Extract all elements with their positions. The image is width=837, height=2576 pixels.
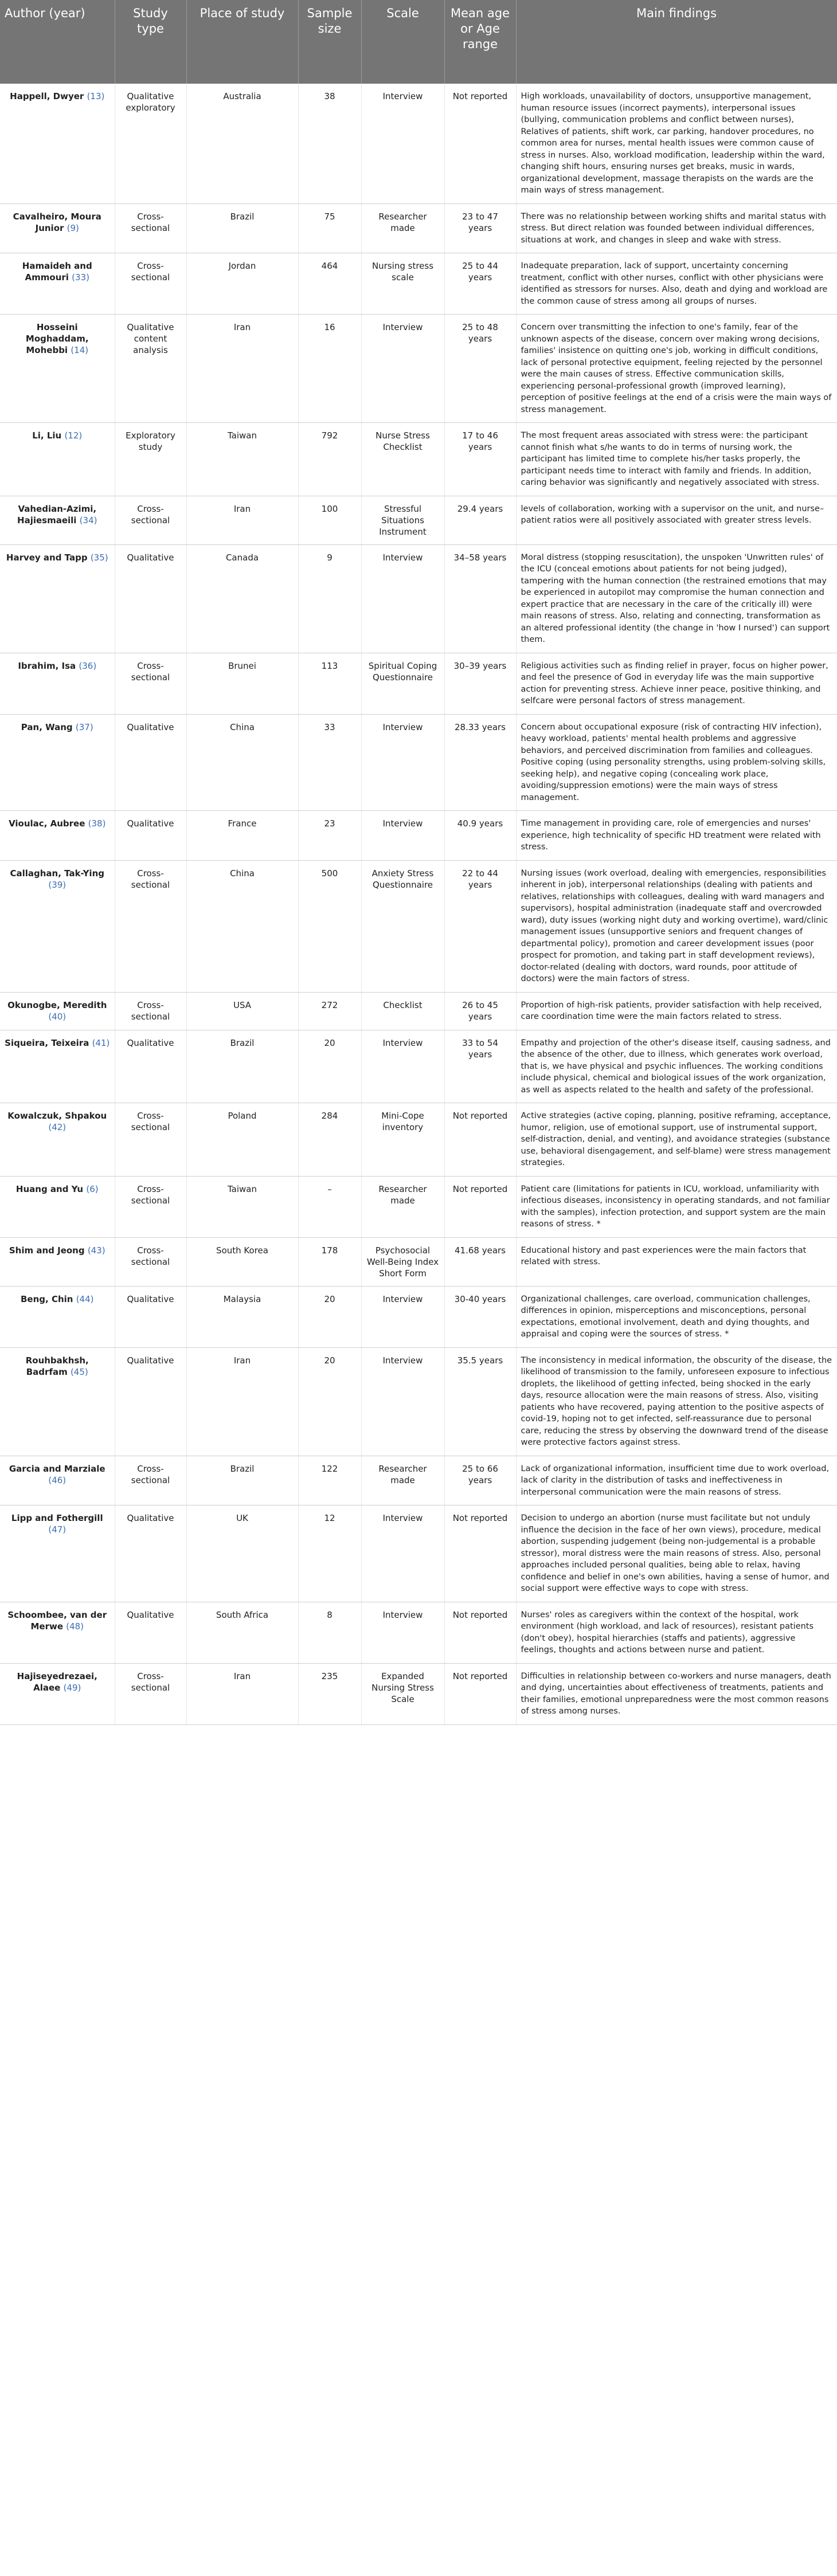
- cell-size: 235: [298, 1663, 361, 1724]
- table-row: [0, 1237, 837, 1286]
- cell-type: Qualitative: [115, 811, 186, 861]
- cell-scale: Interview: [361, 1286, 444, 1347]
- author-name: Schoombee, van der Merwe: [7, 1609, 107, 1632]
- cell-author: [0, 1286, 115, 1347]
- cell-age: 30–39 years: [444, 653, 516, 714]
- reference-link[interactable]: (12): [64, 430, 83, 441]
- cell-age: Not reported: [444, 1176, 516, 1237]
- author-name: Ibrahim, Isa: [18, 660, 76, 671]
- cell-scale: Researcher made: [361, 1176, 444, 1237]
- cell-age: 26 to 45 years: [444, 992, 516, 1030]
- cell-author: [0, 1176, 115, 1237]
- cell-place: Australia: [186, 84, 298, 203]
- table-row: [0, 1347, 837, 1456]
- cell-type: Cross-sectional: [115, 496, 186, 544]
- cell-place: Iran: [186, 1347, 298, 1456]
- author-name: Li, Liu: [32, 430, 62, 441]
- cell-age: 25 to 48 years: [444, 315, 516, 423]
- cell-author: [0, 1663, 115, 1724]
- cell-place: Brazil: [186, 1456, 298, 1505]
- cell-scale: Nurse Stress Checklist: [361, 423, 444, 496]
- cell-age: Not reported: [444, 1602, 516, 1663]
- table-row: [0, 714, 837, 811]
- reference-link[interactable]: (34): [79, 515, 97, 526]
- table-row: [0, 1103, 837, 1177]
- cell-size: 122: [298, 1456, 361, 1505]
- reference-link[interactable]: (6): [86, 1183, 99, 1194]
- reference-link[interactable]: (39): [48, 879, 67, 890]
- author-name: Vioulac, Aubree: [9, 818, 85, 829]
- cell-scale: Interview: [361, 544, 444, 653]
- reference-link[interactable]: (48): [66, 1621, 84, 1632]
- header-findings: Main findings: [516, 0, 837, 84]
- table-row: [0, 811, 837, 861]
- cell-age: 17 to 46 years: [444, 423, 516, 496]
- cell-author: [0, 1030, 115, 1103]
- cell-author: [0, 653, 115, 714]
- table-row: [0, 544, 837, 653]
- cell-author: [0, 811, 115, 861]
- cell-age: Not reported: [444, 1505, 516, 1602]
- cell-type: Cross-sectional: [115, 253, 186, 315]
- cell-findings: Patient care (limitations for patients in ICU, workload, unfamiliarity with infectious diseases, inconsistency in operating standards, and not familiar with the samples), infection protection, and support system are the main reasons of stress. *: [516, 1176, 837, 1237]
- header-author: Author (year): [0, 0, 115, 84]
- cell-scale: Anxiety Stress Questionnaire: [361, 860, 444, 992]
- reference-link[interactable]: (42): [48, 1122, 67, 1132]
- cell-type: Qualitative: [115, 1347, 186, 1456]
- cell-size: 75: [298, 203, 361, 253]
- reference-link[interactable]: (36): [79, 660, 97, 671]
- author-name: Cavalheiro, Moura Junior: [13, 211, 101, 233]
- cell-place: Iran: [186, 315, 298, 423]
- cell-type: Cross-sectional: [115, 1103, 186, 1177]
- author-name: Callaghan, Tak-Ying: [10, 868, 104, 879]
- cell-place: Brunei: [186, 653, 298, 714]
- cell-size: 20: [298, 1286, 361, 1347]
- author-name: Lipp and Fothergill: [11, 1513, 103, 1523]
- cell-type: Qualitative: [115, 1505, 186, 1602]
- cell-size: 9: [298, 544, 361, 653]
- cell-findings: Educational history and past experiences were the main factors that related with stress.: [516, 1237, 837, 1286]
- table-body: [0, 84, 837, 1724]
- cell-findings: Difficulties in relationship between co-workers and nurse managers, death and dying, uncertainties about effectiveness of treatments, patients and their families, emotional unpreparedness were the most common reasons of stress among nurses.: [516, 1663, 837, 1724]
- cell-size: –: [298, 1176, 361, 1237]
- reference-link[interactable]: (38): [88, 818, 106, 829]
- cell-place: France: [186, 811, 298, 861]
- cell-age: Not reported: [444, 1103, 516, 1177]
- reference-link[interactable]: (33): [72, 272, 89, 283]
- cell-findings: Religious activities such as finding relief in prayer, focus on higher power, and feel the presence of God in everyday life was the main supportive action for preventing stress. Achieve inner peace, positive thinking, and selfcare were personal factors of stress management.: [516, 653, 837, 714]
- cell-place: Poland: [186, 1103, 298, 1177]
- cell-scale: Expanded Nursing Stress Scale: [361, 1663, 444, 1724]
- table-row: [0, 860, 837, 992]
- table-row: [0, 423, 837, 496]
- reference-link[interactable]: (37): [75, 722, 93, 732]
- author-name: Vahedian-Azimi, Hajiesmaeili: [17, 503, 97, 526]
- cell-type: Qualitative: [115, 714, 186, 811]
- header-place: Place of study: [186, 0, 298, 84]
- cell-size: 20: [298, 1030, 361, 1103]
- table-row: [0, 1505, 837, 1602]
- author-name: Shim and Jeong: [9, 1245, 85, 1256]
- cell-type: Qualitative exploratory: [115, 84, 186, 203]
- cell-type: Cross-sectional: [115, 653, 186, 714]
- table-header: [0, 0, 837, 84]
- cell-scale: Interview: [361, 811, 444, 861]
- cell-scale: Interview: [361, 1347, 444, 1456]
- table-row: [0, 496, 837, 544]
- reference-link[interactable]: (45): [70, 1366, 88, 1377]
- cell-size: 272: [298, 992, 361, 1030]
- cell-type: Qualitative: [115, 1286, 186, 1347]
- cell-place: Brazil: [186, 203, 298, 253]
- cell-age: 25 to 44 years: [444, 253, 516, 315]
- cell-size: 23: [298, 811, 361, 861]
- cell-age: 41.68 years: [444, 1237, 516, 1286]
- cell-size: 500: [298, 860, 361, 992]
- cell-author: [0, 203, 115, 253]
- cell-author: [0, 1103, 115, 1177]
- cell-type: Cross-sectional: [115, 860, 186, 992]
- reference-link[interactable]: (35): [90, 552, 108, 563]
- cell-scale: Interview: [361, 1602, 444, 1663]
- table-row: [0, 1602, 837, 1663]
- cell-scale: Spiritual Coping Questionnaire: [361, 653, 444, 714]
- cell-size: 12: [298, 1505, 361, 1602]
- cell-author: [0, 714, 115, 811]
- cell-type: Cross-sectional: [115, 1176, 186, 1237]
- cell-author: [0, 1237, 115, 1286]
- table-row: [0, 1663, 837, 1724]
- cell-age: 33 to 54 years: [444, 1030, 516, 1103]
- cell-scale: Nursing stress scale: [361, 253, 444, 315]
- author-name: Huang and Yu: [15, 1183, 84, 1194]
- table-row: [0, 992, 837, 1030]
- cell-age: 23 to 47 years: [444, 203, 516, 253]
- cell-age: 25 to 66 years: [444, 1456, 516, 1505]
- reference-link[interactable]: (43): [87, 1245, 105, 1256]
- cell-size: 8: [298, 1602, 361, 1663]
- cell-place: China: [186, 714, 298, 811]
- cell-author: [0, 496, 115, 544]
- author-name: Garcia and Marziale: [9, 1463, 105, 1474]
- cell-scale: Checklist: [361, 992, 444, 1030]
- cell-findings: levels of collaboration, working with a supervisor on the unit, and nurse–patient ratios were all positively associated with greater stress levels.: [516, 496, 837, 544]
- reference-link[interactable]: (44): [76, 1293, 94, 1304]
- cell-size: 284: [298, 1103, 361, 1177]
- table-row: [0, 84, 837, 203]
- table-row: [0, 253, 837, 315]
- reference-link[interactable]: (47): [48, 1524, 67, 1535]
- table-row: [0, 203, 837, 253]
- cell-scale: Interview: [361, 1505, 444, 1602]
- cell-place: South Africa: [186, 1602, 298, 1663]
- cell-author: [0, 1505, 115, 1602]
- header-age: Mean age or Age range: [444, 0, 516, 84]
- cell-author: [0, 1456, 115, 1505]
- table-row: [0, 1456, 837, 1505]
- cell-findings: Active strategies (active coping, planning, positive reframing, acceptance, humor, religion, use of emotional support, use of instrumental support, self-distraction, denial, and venting), and avoidance strategies (substance use, behavioral disengagement, and self-blame) were stress management strategies.: [516, 1103, 837, 1177]
- cell-age: 30-40 years: [444, 1286, 516, 1347]
- cell-age: 35.5 years: [444, 1347, 516, 1456]
- cell-type: Qualitative content analysis: [115, 315, 186, 423]
- cell-findings: Inadequate preparation, lack of support, uncertainty concerning treatment, conflict with other nurses, conflict with other physicians were identified as stressors for nurses. Also, death and dying and workload are the common cause of stress among all groups of nurses.: [516, 253, 837, 315]
- cell-author: [0, 1347, 115, 1456]
- table-row: [0, 1286, 837, 1347]
- cell-place: China: [186, 860, 298, 992]
- reference-link[interactable]: (14): [71, 345, 89, 355]
- author-name: Okunogbe, Meredith: [7, 999, 107, 1010]
- cell-scale: Psychosocial Well-Being Index Short Form: [361, 1237, 444, 1286]
- cell-place: USA: [186, 992, 298, 1030]
- cell-place: UK: [186, 1505, 298, 1602]
- cell-age: 34–58 years: [444, 544, 516, 653]
- cell-scale: Researcher made: [361, 1456, 444, 1505]
- cell-size: 464: [298, 253, 361, 315]
- cell-place: Iran: [186, 1663, 298, 1724]
- cell-findings: The inconsistency in medical information, the obscurity of the disease, the likelihood of transmission to the family, unforeseen exposure to infectious droplets, the likelihood of getting infected, being shocked in the early days, resource allocation were the main reasons of stress. Also, visiting patients who have recovered, paying attention to the positive aspects of covid-19, hoping not to get infected, self-reassurance due to personal care, reducing the stress by observing the downward trend of the disease were protective factors against stress.: [516, 1347, 837, 1456]
- cell-author: [0, 253, 115, 315]
- author-name: Hamaideh and Ammouri: [22, 261, 92, 283]
- author-name: Hosseini Moghaddam, Mohebbi: [25, 322, 89, 355]
- table-row: [0, 315, 837, 423]
- reference-link[interactable]: (49): [63, 1682, 81, 1693]
- reference-link[interactable]: (13): [87, 91, 105, 101]
- cell-size: 100: [298, 496, 361, 544]
- cell-findings: Lack of organizational information, insufficient time due to work overload, lack of clarity in the distribution of tasks and ineffectiveness in interpersonal communication were the main reasons of stress.: [516, 1456, 837, 1505]
- reference-link[interactable]: (40): [48, 1011, 67, 1022]
- cell-size: 792: [298, 423, 361, 496]
- author-name: Hajiseyedrezaei, Alaee: [17, 1671, 97, 1693]
- cell-findings: Empathy and projection of the other's disease itself, causing sadness, and the absence of the other, due to illness, which generates work overload, that is, we have physical and psychic influences. The working conditions include physical, chemical and biological issues of the work organization, as well as aspects related to the health and safety of the professional.: [516, 1030, 837, 1103]
- author-name: Rouhbakhsh, Badrfam: [25, 1355, 89, 1377]
- cell-scale: Mini-Cope inventory: [361, 1103, 444, 1177]
- table-row: [0, 1030, 837, 1103]
- table-row: [0, 1176, 837, 1237]
- reference-link[interactable]: (9): [67, 222, 79, 233]
- cell-place: Brazil: [186, 1030, 298, 1103]
- cell-type: Cross-sectional: [115, 1456, 186, 1505]
- cell-author: [0, 315, 115, 423]
- cell-place: Taiwan: [186, 423, 298, 496]
- cell-type: Qualitative: [115, 1030, 186, 1103]
- cell-type: Qualitative: [115, 1602, 186, 1663]
- cell-type: Cross-sectional: [115, 992, 186, 1030]
- cell-findings: Decision to undergo an abortion (nurse must facilitate but not unduly influence the decision in the face of her own views), procedure, medical abortion, suspending judgement (being non-judgemental is a probable stressor), moral distress were the main reasons of stress. Also, personal approaches included personal qualities, being able to relax, having confidence and belief in one's own abilities, having a sense of humor, and social support were effective ways to cope with stress.: [516, 1505, 837, 1602]
- cell-age: 29.4 years: [444, 496, 516, 544]
- author-name: Siqueira, Teixeira: [5, 1037, 89, 1048]
- cell-size: 33: [298, 714, 361, 811]
- cell-size: 38: [298, 84, 361, 203]
- cell-findings: Nursing issues (work overload, dealing with emergencies, responsibilities inherent in job), interpersonal relationships (dealing with patients and relatives, relationships with colleagues, dealing with ward managers and supervisors), hospital administration (inadequate staff and overcrowded ward), duty issues (working night duty and working overtime), ward/clinic management issues (unsupportive seniors and frequent changes of departmental policy), promotion and career development issues (poor prospect for promotion, and taking part in staff development reviews), doctor-related (dealing with doctors, ward rounds, poor attitude of doctors) were the main factors of stress.: [516, 860, 837, 992]
- cell-findings: Proportion of high-risk patients, provider satisfaction with help received, care coordination time were the main factors related to stress.: [516, 992, 837, 1030]
- author-name: Harvey and Tapp: [6, 552, 88, 563]
- cell-findings: Nurses' roles as caregivers within the context of the hospital, work environment (high workload, and lack of resources), resistant patients (don't obey), hospital hierarchies (staffs and patients), aggressive feelings, thoughts and actions between nurse and patient.: [516, 1602, 837, 1663]
- cell-place: Jordan: [186, 253, 298, 315]
- author-name: Pan, Wang: [21, 722, 73, 732]
- author-name: Beng, Chin: [21, 1293, 73, 1304]
- cell-author: [0, 1602, 115, 1663]
- cell-type: Cross-sectional: [115, 1237, 186, 1286]
- cell-findings: Organizational challenges, care overload, communication challenges, differences in opinion, misperceptions and misconceptions, personal expectations, emotional involvement, death and dying thoughts, and appraisal and coping were the sources of stress. *: [516, 1286, 837, 1347]
- cell-scale: Interview: [361, 714, 444, 811]
- author-name: Kowalczuk, Shpakou: [7, 1111, 107, 1121]
- cell-findings: The most frequent areas associated with stress were: the participant cannot finish what s/he wants to do in terms of nursing work, the participant has limited time to complete his/her tasks properly, the participant needs time to interact with family and friends. In addition, caring behavior was significantly and negatively associated with stress.: [516, 423, 837, 496]
- cell-size: 178: [298, 1237, 361, 1286]
- cell-type: Exploratory study: [115, 423, 186, 496]
- cell-scale: Interview: [361, 84, 444, 203]
- cell-findings: There was no relationship between working shifts and marital status with stress. But direct relation was founded between individual differences, situations at work, and changes in sleep and wake with stress.: [516, 203, 837, 253]
- author-name: Happell, Dwyer: [10, 91, 84, 101]
- table-row: [0, 653, 837, 714]
- cell-place: South Korea: [186, 1237, 298, 1286]
- cell-place: Malaysia: [186, 1286, 298, 1347]
- cell-findings: Time management in providing care, role of emergencies and nurses' experience, high technicality of specific HD treatment were related with stress.: [516, 811, 837, 861]
- cell-scale: Stressful Situations Instrument: [361, 496, 444, 544]
- cell-scale: Researcher made: [361, 203, 444, 253]
- cell-type: Cross-sectional: [115, 203, 186, 253]
- header-sample-size: Sample size: [298, 0, 361, 84]
- cell-findings: Concern about occupational exposure (risk of contracting HIV infection), heavy workload, patients' mental health problems and aggressive behaviors, and perceived discrimination from families and colleagues. Positive coping (using personality strengths, using problem-solving skills, seeking help), and negative coping (concealing work place, avoiding/suppression emotions) were the main ways of stress management.: [516, 714, 837, 811]
- cell-age: 40.9 years: [444, 811, 516, 861]
- cell-findings: High workloads, unavailability of doctors, unsupportive management, human resource issues (incorrect payments), interpersonal issues (bullying, communication problems and conflict between nurses), Relatives of patients, shift work, car parking, handover procedures, no common area for nurses, mental health issues were common cause of stress in nurses. Also, workload modification, leadership within the ward, changing shift hours, ensuring nurses get breaks, music in wards, organizational development, massage therapists on the wards are the main ways of stress management.: [516, 84, 837, 203]
- cell-type: Qualitative: [115, 544, 186, 653]
- cell-author: [0, 84, 115, 203]
- cell-size: 16: [298, 315, 361, 423]
- header-row: [0, 0, 837, 84]
- cell-age: 28.33 years: [444, 714, 516, 811]
- cell-place: Taiwan: [186, 1176, 298, 1237]
- cell-scale: Interview: [361, 1030, 444, 1103]
- cell-type: Cross-sectional: [115, 1663, 186, 1724]
- reference-link[interactable]: (46): [48, 1475, 67, 1485]
- cell-size: 20: [298, 1347, 361, 1456]
- header-scale: Scale: [361, 0, 444, 84]
- cell-place: Canada: [186, 544, 298, 653]
- reference-link[interactable]: (41): [92, 1037, 110, 1048]
- cell-place: Iran: [186, 496, 298, 544]
- cell-findings: Moral distress (stopping resuscitation), the unspoken 'Unwritten rules' of the ICU (conceal emotions about patients for not being judged), tampering with the human connection (the restrained emotions that may be experienced in autopilot may compromise the human connection and expert practice that are necessary in the care of the critically ill) were main reasons of stress. Also, relating and connecting, transformation as an altered professional identity (the change in 'how I nursed') can support them.: [516, 544, 837, 653]
- cell-age: Not reported: [444, 84, 516, 203]
- cell-scale: Interview: [361, 315, 444, 423]
- header-study-type: Study type: [115, 0, 186, 84]
- cell-findings: Concern over transmitting the infection to one's family, fear of the unknown aspects of the disease, concern over making wrong decisions, families' insistence on quitting one's job, working in difficult conditions, lack of personal protective equipment, feeling rejected by the personnel were the main causes of stress. Effective communication skills, experiencing personal-professional growth (improved learning), perception of positive feelings at the end of a crisis were the main ways of stress management.: [516, 315, 837, 423]
- cell-author: [0, 992, 115, 1030]
- cell-author: [0, 860, 115, 992]
- cell-age: 22 to 44 years: [444, 860, 516, 992]
- cell-size: 113: [298, 653, 361, 714]
- cell-author: [0, 544, 115, 653]
- cell-age: Not reported: [444, 1663, 516, 1724]
- cell-author: [0, 423, 115, 496]
